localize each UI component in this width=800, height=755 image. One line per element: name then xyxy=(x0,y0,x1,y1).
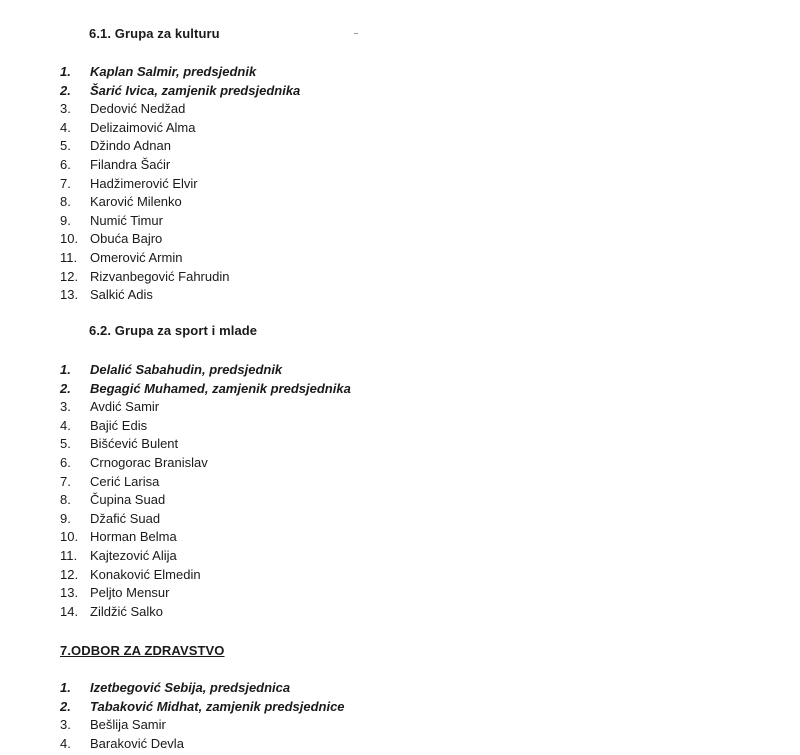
member-name: Zildžić Salko xyxy=(90,603,163,619)
member-name: Crnogorac Branislav xyxy=(90,454,208,470)
scan-speck xyxy=(354,33,358,34)
item-number: 2. xyxy=(60,82,71,98)
member-name: Čupina Suad xyxy=(90,492,166,508)
section-heading-6-1: 6.1. Grupa za kulturu xyxy=(89,26,220,41)
member-list-item xyxy=(60,100,300,119)
member-list-item xyxy=(60,566,351,585)
officer-list-item xyxy=(60,380,351,399)
item-number: 4. xyxy=(60,119,71,135)
item-number: 10. xyxy=(60,231,79,247)
member-name: Kaplan Salmir, predsjednik xyxy=(90,64,257,79)
member-name: Dedović Nedžad xyxy=(90,101,186,117)
item-number: 4. xyxy=(60,735,71,751)
member-name: Cerić Larisa xyxy=(90,473,160,489)
member-name: Džindo Adnan xyxy=(90,138,171,154)
member-name: Numić Timur xyxy=(90,212,163,228)
member-list-item xyxy=(60,491,351,510)
member-list-item xyxy=(60,528,351,547)
member-list-item xyxy=(60,716,345,735)
item-number: 12. xyxy=(60,566,79,582)
section-heading-7: 7.ODBOR ZA ZDRAVSTVO xyxy=(60,643,225,658)
member-name: Kajtezović Alija xyxy=(90,547,177,563)
member-name: Šarić Ivica, zamjenik predsjednika xyxy=(90,82,301,98)
member-name: Džafić Suad xyxy=(90,510,161,526)
item-number: 4. xyxy=(60,417,71,433)
member-list-6-1 xyxy=(60,63,300,305)
member-name: Konaković Elmedin xyxy=(90,566,201,582)
member-list-item xyxy=(60,435,351,454)
item-number: 10. xyxy=(60,529,79,545)
member-name: Peljto Mensur xyxy=(90,585,170,601)
member-list-item xyxy=(60,137,300,156)
member-name: Bajić Edis xyxy=(90,417,148,433)
member-list-item xyxy=(60,230,300,249)
item-number: 6. xyxy=(60,454,71,470)
member-name: Rizvanbegović Fahrudin xyxy=(90,268,230,284)
item-number: 2. xyxy=(60,380,71,396)
item-number: 3. xyxy=(60,101,71,117)
item-number: 3. xyxy=(60,399,71,415)
member-name: Salkić Adis xyxy=(90,287,153,303)
member-name: Obuća Bajro xyxy=(90,231,163,247)
section-heading-6-2: 6.2. Grupa za sport i mlade xyxy=(89,323,258,338)
item-number: 9. xyxy=(60,510,71,526)
item-number: 1. xyxy=(60,64,71,79)
item-number: 7. xyxy=(60,175,71,191)
member-list-item xyxy=(60,212,300,231)
member-name: Horman Belma xyxy=(90,529,177,545)
item-number: 5. xyxy=(60,436,71,452)
item-number: 14. xyxy=(60,603,79,619)
item-number: 13. xyxy=(60,287,79,303)
officer-list-item xyxy=(60,361,351,380)
item-number: 7. xyxy=(60,473,71,489)
member-list-item xyxy=(60,156,300,175)
item-number: 12. xyxy=(60,268,79,284)
member-name: Baraković Devla xyxy=(90,735,184,751)
member-name: Begagić Muhamed, zamjenik predsjednika xyxy=(90,380,351,396)
member-name: Bešlija Samir xyxy=(90,717,166,733)
member-name: Bišćević Bulent xyxy=(90,436,179,452)
officer-list-item xyxy=(60,63,300,82)
member-list-item xyxy=(60,735,345,754)
item-number: 9. xyxy=(60,212,71,228)
item-number: 8. xyxy=(60,492,71,508)
officer-list-item xyxy=(60,82,300,101)
item-number: 1. xyxy=(60,680,71,695)
member-list-item xyxy=(60,249,300,268)
member-name: Delizaimović Alma xyxy=(90,119,196,135)
member-name: Hadžimerović Elvir xyxy=(90,175,198,191)
member-name: Avdić Samir xyxy=(90,399,160,415)
item-number: 8. xyxy=(60,194,71,210)
member-list-6-2 xyxy=(60,361,351,621)
member-list-item xyxy=(60,547,351,566)
item-number: 13. xyxy=(60,585,79,601)
member-list-item xyxy=(60,417,351,436)
member-list-item xyxy=(60,454,351,473)
member-name: Omerović Armin xyxy=(90,249,183,265)
member-list-item xyxy=(60,268,300,287)
member-list-item xyxy=(60,398,351,417)
member-list-item xyxy=(60,603,351,622)
member-list-item xyxy=(60,510,351,529)
member-list-item xyxy=(60,193,300,212)
member-list-item xyxy=(60,473,351,492)
member-name: Izetbegović Sebija, predsjednica xyxy=(90,680,291,695)
officer-list-item xyxy=(60,679,345,698)
member-name: Tabaković Midhat, zamjenik predsjednice xyxy=(90,698,345,714)
item-number: 3. xyxy=(60,717,71,733)
item-number: 5. xyxy=(60,138,71,154)
member-name: Karović Milenko xyxy=(90,194,182,210)
item-number: 11. xyxy=(60,547,78,563)
member-list-item xyxy=(60,286,300,305)
member-list-item xyxy=(60,119,300,138)
member-list-item xyxy=(60,584,351,603)
item-number: 11. xyxy=(60,249,78,265)
member-name: Delalić Sabahudin, predsjednik xyxy=(90,362,283,377)
officer-list-item xyxy=(60,698,345,717)
item-number: 6. xyxy=(60,156,71,172)
member-name: Filandra Šaćir xyxy=(90,156,171,172)
member-list-7 xyxy=(60,679,345,753)
item-number: 1. xyxy=(60,362,71,377)
member-list-item xyxy=(60,175,300,194)
item-number: 2. xyxy=(60,698,71,714)
